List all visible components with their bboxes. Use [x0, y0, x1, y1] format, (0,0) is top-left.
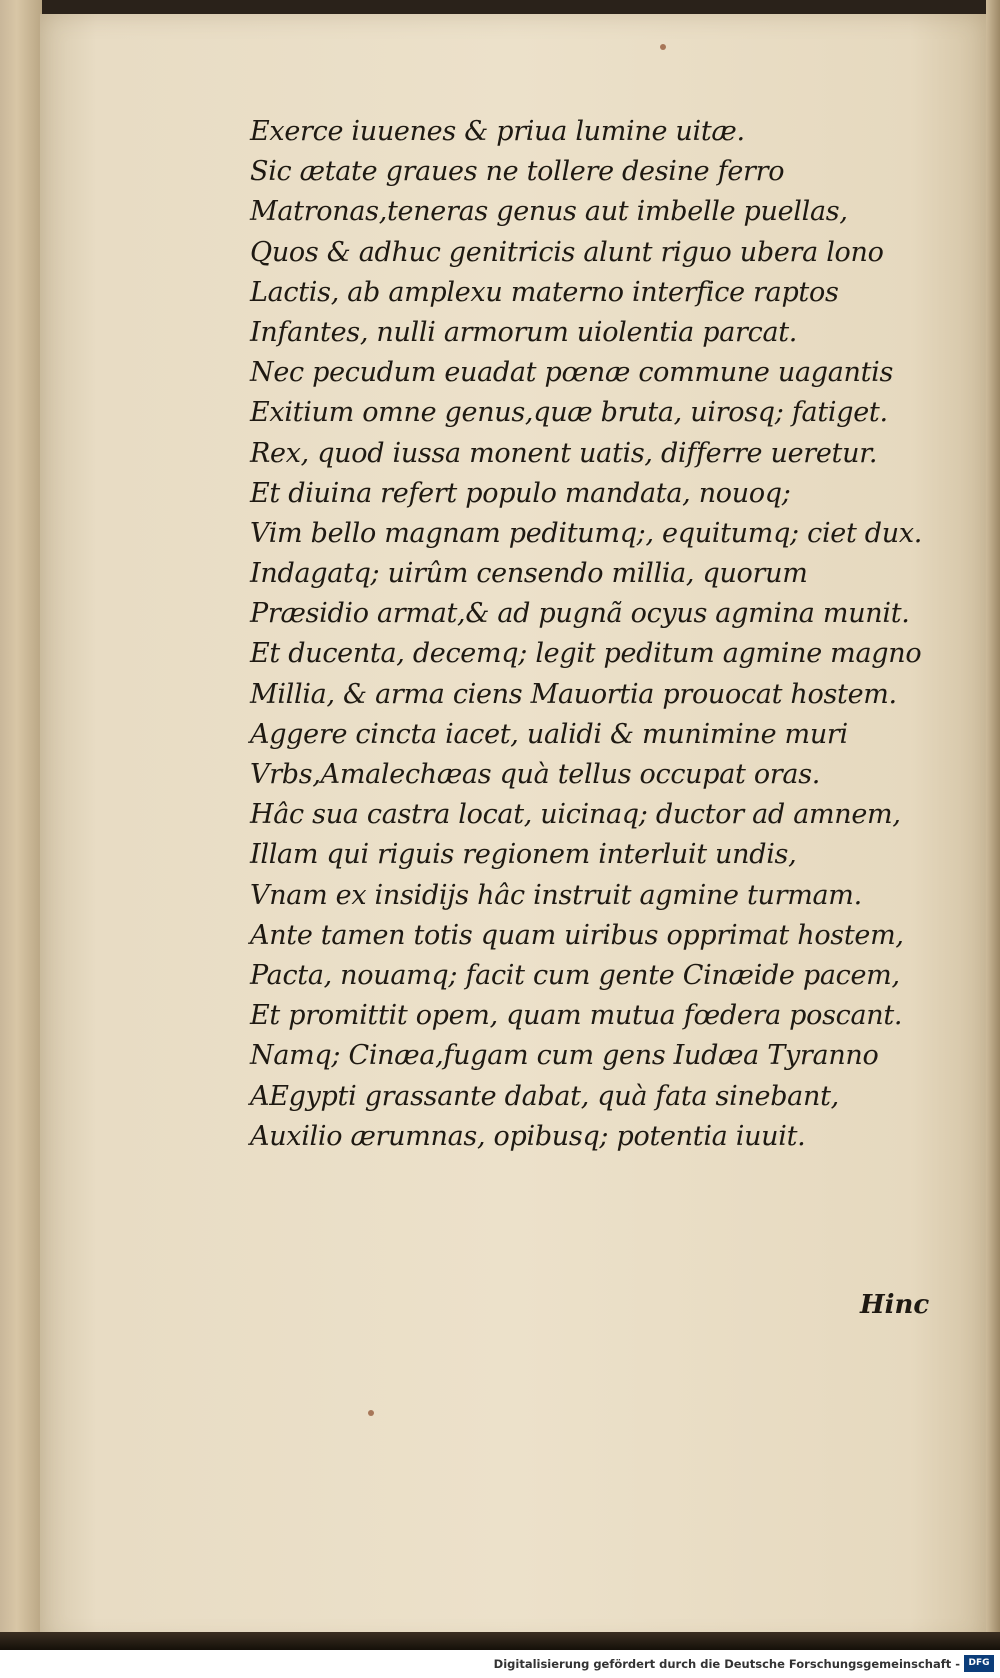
verse-line: Indagatq; uirûm censendo millia, quorum	[250, 558, 808, 590]
verse-line: Matronas,teneras genus aut imbelle puellas,	[250, 196, 848, 228]
verse-line: Millia, & arma ciens Mauortia prouocat hostem.	[250, 678, 897, 710]
verse-line: Lactis, ab amplexu materno interfice raptos	[250, 276, 839, 308]
verse-line: Exerce iuuenes & priua lumine uitæ.	[250, 116, 745, 147]
verse-line: Nec pecudum euadat pœnæ commune uagantis	[250, 357, 894, 389]
verse-line: Vnam ex insidijs hâc instruit agmine turmam.	[250, 879, 862, 911]
verse-line: Pacta, nouamq; facit cum gente Cinæide pacem,	[250, 959, 900, 991]
verse-line: Exitium omne genus,quæ bruta, uirosq; fatiget.	[250, 397, 888, 429]
verse-line: Rex, quod iussa monent uatis, differre ueretur.	[250, 437, 878, 469]
verse-line: Illam qui riguis regionem interluit undis,	[250, 839, 797, 871]
verse-line: Hâc sua castra locat, uicinaq; ductor ad amnem,	[250, 799, 901, 831]
page-bottom-edge	[0, 1632, 1000, 1650]
verse-line: Vim bello magnam peditumq;, equitumq; ciet dux.	[250, 517, 923, 549]
verse-line: Ante tamen totis quam uiribus opprimat hostem,	[250, 919, 904, 951]
verse-line: Aggere cincta iacet, ualidi & munimine muri	[250, 718, 848, 750]
verse-line: Et promittit opem, quam mutua fœdera poscant.	[250, 1000, 903, 1032]
dfg-logo: DFG	[964, 1655, 994, 1672]
verse-line: AEgypti grassante dabat, quà fata sinebant,	[250, 1080, 839, 1112]
ink-spot	[368, 1410, 374, 1416]
verse-line: Et ducenta, decemq; legit peditum agmine magno	[250, 638, 922, 670]
verse-text-block	[250, 112, 940, 1157]
verse-line: Infantes, nulli armorum uiolentia parcat.	[250, 316, 798, 348]
ink-spot	[660, 44, 666, 50]
verse-line: Vrbs,Amalechæas quà tellus occupat oras.	[250, 759, 821, 790]
verse-line: Et diuina refert populo mandata, nouoq;	[250, 477, 791, 509]
verse-line: Namq; Cinæa,fugam cum gens Iudæa Tyranno	[250, 1040, 879, 1072]
verse-line: Sic ætate graues ne tollere desine ferro	[250, 156, 785, 188]
verse-line: Quos & adhuc genitricis alunt riguo ubera lono	[250, 236, 884, 268]
verse-line: Auxilio ærumnas, opibusq; potentia iuuit.	[250, 1120, 806, 1152]
book-edge-left	[0, 0, 42, 1650]
book-edge-right	[986, 0, 1000, 1650]
verse-line: Præsidio armat,& ad pugnã ocyus agmina munit.	[250, 598, 910, 630]
funding-credit: Digitalisierung gefördert durch die Deutsche Forschungsgemeinschaft -	[493, 1657, 960, 1671]
catchword: Hinc	[860, 1290, 930, 1320]
